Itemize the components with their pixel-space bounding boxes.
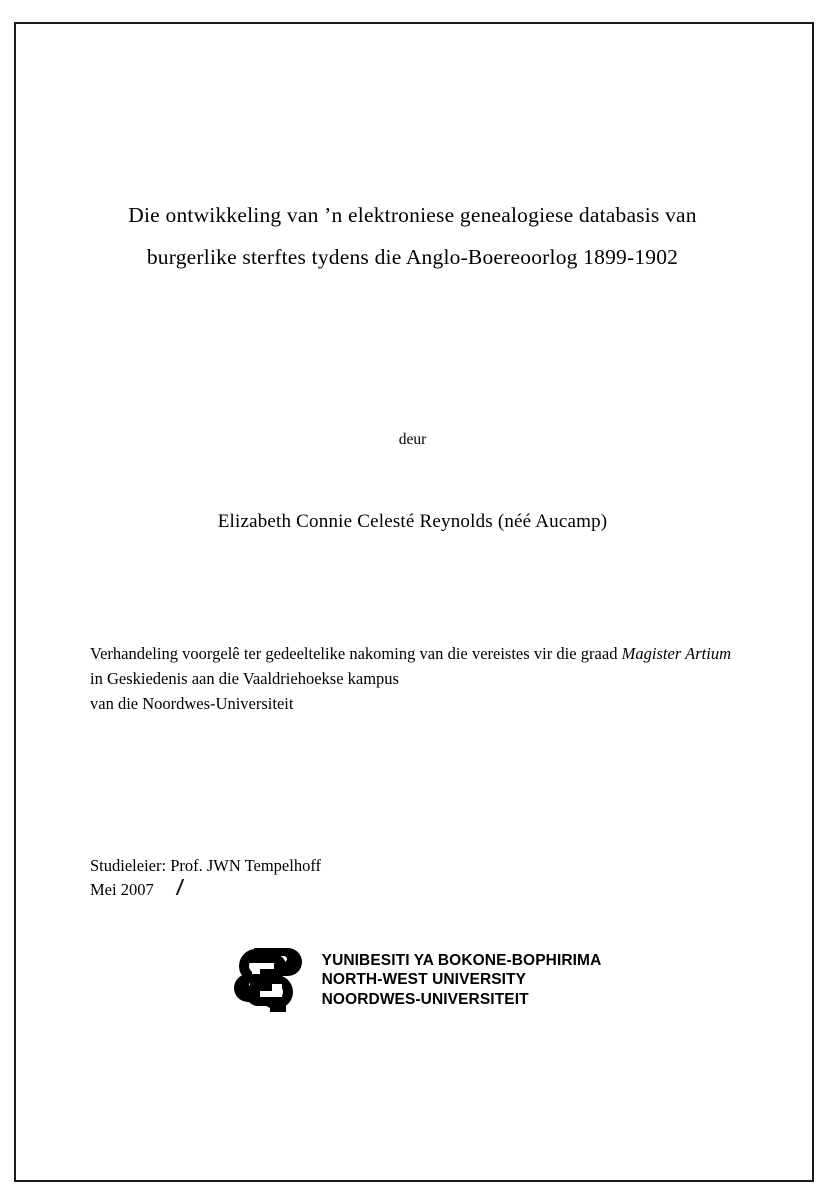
by-label: deur	[398, 430, 427, 448]
title-line-1: Die ontwikkeling van ’n elektroniese genealogiese databasis van	[128, 203, 697, 227]
author-name: Elizabeth Connie Celesté Reynolds (néé Aucamp)	[217, 510, 608, 532]
submission-part-2: in Geskiedenis aan die Vaaldriehoekse kampus	[90, 668, 399, 688]
date-line	[90, 878, 735, 902]
page-title	[90, 195, 735, 279]
logo-line-3: NOORDWES-UNIVERSITEIT	[321, 990, 529, 1008]
logo-line-1: YUNIBESITI YA BOKONE-BOPHIRIMA	[321, 952, 602, 970]
date-text: Mei 2007	[90, 880, 154, 899]
logo-wordmark	[322, 951, 602, 1009]
page-content	[90, 40, 735, 1150]
university-logo	[90, 944, 735, 1016]
handwritten-mark-icon	[163, 879, 184, 895]
title-line-2: burgerlike sterftes tydens die Anglo-Boereoorlog 1899-1902	[146, 244, 679, 269]
submission-part-1: Verhandeling voorgelê ter gedeeltelike nakoming van die vereistes vir die graad	[90, 643, 622, 663]
submission-statement	[90, 641, 735, 716]
submission-part-3: van die Noordwes-Universiteit	[90, 694, 294, 713]
supervisor-line: Studieleier: Prof. JWN Tempelhoff	[90, 856, 322, 876]
logo-line-2: NORTH-WEST UNIVERSITY	[321, 971, 527, 989]
supervisor-and-date	[90, 854, 735, 902]
nwu-logo-icon	[224, 944, 312, 1016]
degree-name: Magister Artium	[621, 643, 731, 663]
